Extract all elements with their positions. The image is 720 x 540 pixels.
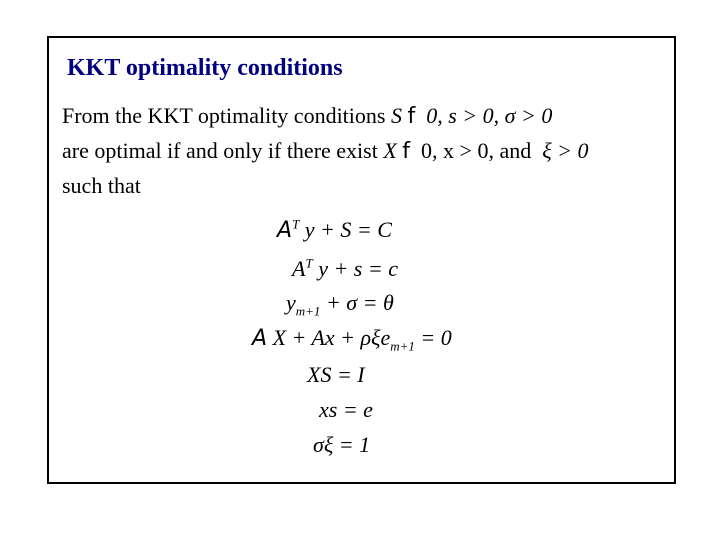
subscript: m+1	[295, 303, 321, 319]
transpose-sup: T	[305, 255, 313, 271]
equation-2-rest: y + s = c	[318, 256, 398, 281]
var-S: S	[390, 103, 402, 128]
intro-line-2	[62, 138, 589, 164]
intro-line-2-condition-a: 0, x > 0, and	[421, 138, 532, 163]
equation-4-mid: X + Ax + ρξe	[272, 325, 391, 350]
var-y: y	[286, 290, 296, 315]
operator-A: A	[277, 218, 293, 243]
intro-line-3: such that	[62, 173, 141, 198]
equation-6: xs = e	[319, 397, 373, 422]
succeq-symbol: f	[407, 104, 416, 129]
equation-3-rest: + σ = θ	[325, 290, 394, 315]
equation-4-rest: = 0	[420, 325, 452, 350]
intro-line-2-text: are optimal if and only if there exist	[62, 138, 378, 163]
equation-2	[292, 256, 398, 282]
intro-line-1-text: From the KKT optimality conditions	[62, 103, 386, 128]
succeq-symbol: f	[402, 139, 411, 164]
transpose-sup: T	[292, 216, 300, 232]
equation-5: XS = I	[307, 362, 365, 387]
equation-1	[277, 217, 392, 243]
var-X: X	[383, 138, 397, 163]
equation-7: σξ = 1	[313, 432, 371, 457]
operator-A: A	[252, 326, 268, 351]
intro-line-1	[62, 103, 552, 129]
subscript: m+1	[390, 338, 415, 354]
equation-3	[286, 290, 394, 319]
equation-1-rest: y + S = C	[304, 217, 392, 242]
matrix-A: A	[292, 256, 306, 281]
slide-title: KKT optimality conditions	[67, 55, 343, 81]
intro-line-1-condition: 0, s > 0, σ > 0	[426, 103, 553, 128]
equation-4	[252, 325, 452, 354]
intro-line-2-condition-b: ξ > 0	[542, 138, 589, 163]
